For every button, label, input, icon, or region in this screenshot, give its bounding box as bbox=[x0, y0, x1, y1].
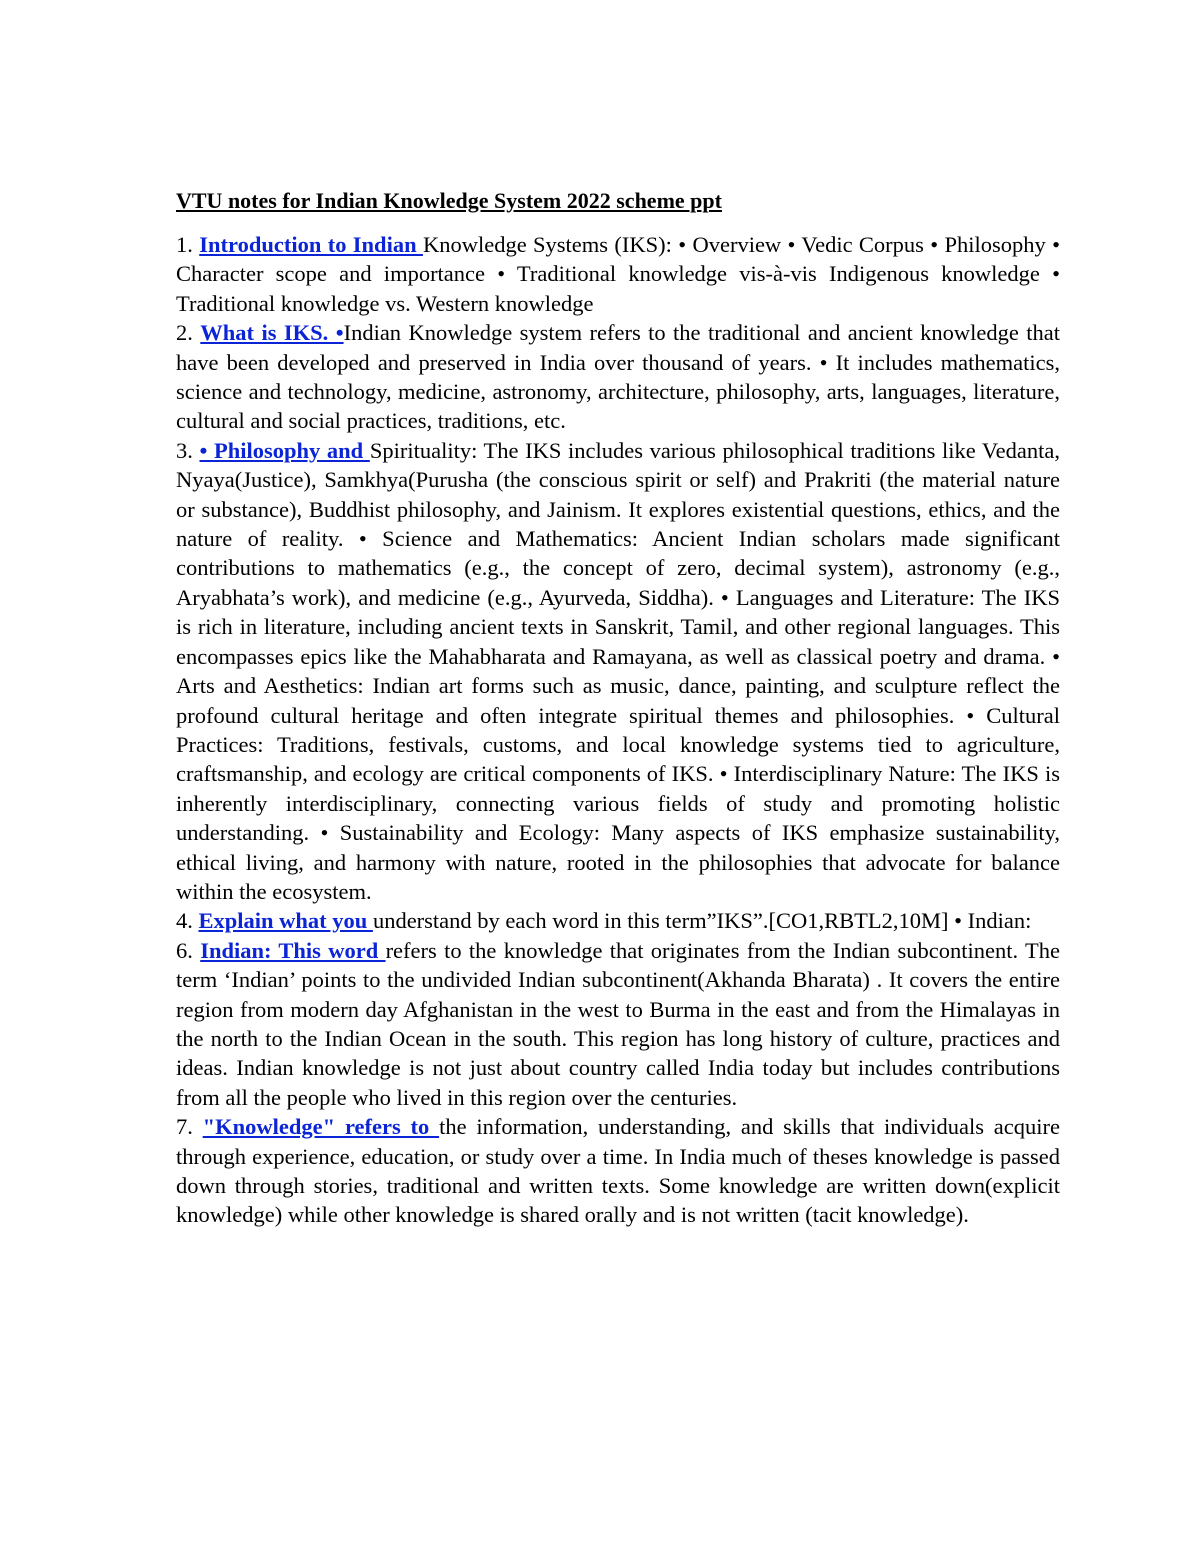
document-title: VTU notes for Indian Knowledge System 2022 scheme ppt bbox=[176, 188, 722, 213]
item-number: 2. bbox=[176, 320, 193, 346]
document-page bbox=[176, 186, 1060, 1230]
item-text: Knowledge Systems (IKS): • Overview • Vedic Corpus • Philosophy • Character scope and importance • Traditional knowledge vis-à-vis Indigenous knowledge • Traditional knowledge vs. Western knowledge bbox=[176, 232, 1061, 316]
link-indian-word[interactable]: Indian: This word bbox=[200, 937, 386, 963]
link-explain[interactable]: Explain what you bbox=[198, 908, 373, 934]
item-number: 1. bbox=[176, 232, 193, 257]
item-text: Spirituality: The IKS includes various philosophical traditions like Vedanta, Nyaya(Justice), Samkhya(Purusha (the conscious spirit or self) and Prakriti (the material nature or substance), Buddhist philosophy, and Jainism. It explores existential questions, ethics, and the nature of reality. • Science and Mathematics: Ancient Indian scholars made significant contributions to mathematics (e.g., the concept of zero, decimal system), astronomy (e.g., Aryabhata’s work), and medicine (e.g., Ayurveda, Siddha). • Languages and Literature: The IKS is rich in literature, including ancient texts in Sanskrit, Tamil, and other regional languages. This encompasses epics like the Mahabharata and Ramayana, as well as classical poetry and drama. • Arts and Aesthetics: Indian art forms such as music, dance, painting, and sculpture reflect the profound cultural heritage and often integrate spiritual themes and philosophies. • Cultural Practices: Traditions, festivals, customs, and local knowledge systems tied to agriculture, craftsmanship, and ecology are critical components of IKS. • Interdisciplinary Nature: The IKS is inherently interdisciplinary, connecting various fields of study and promoting holistic understanding. • Sustainability and Ecology: Many aspects of IKS emphasize sustainability, ethical living, and harmony with nature, rooted in the philosophies that advocate for balance within the ecosystem. bbox=[176, 437, 1061, 904]
list-item bbox=[176, 436, 1060, 907]
list-item bbox=[176, 1112, 1060, 1230]
item-number: 6. bbox=[176, 937, 193, 963]
link-philosophy[interactable]: • Philosophy and bbox=[199, 437, 370, 463]
item-number: 4. bbox=[176, 908, 193, 934]
item-text: the information, understanding, and skills that individuals acquire through experience, education, or study over a time. In India much of theses knowledge is passed down through stories, traditional and written texts. Some knowledge are written down(explicit knowledge) while other knowledge is shared orally and is not written (tacit knowledge). bbox=[176, 1114, 1061, 1228]
item-number: 7. bbox=[176, 1114, 193, 1140]
item-text: Indian Knowledge system refers to the traditional and ancient knowledge that have been developed and preserved in India over thousand of years. • It includes mathematics, science and technology, medicine, astronomy, architecture, philosophy, arts, languages, literature, cultural and social practices, traditions, etc. bbox=[176, 320, 1060, 434]
link-introduction[interactable]: Introduction to Indian bbox=[199, 232, 423, 257]
item-text: refers to the knowledge that originates from the Indian subcontinent. The term ‘Indian’ points to the undivided Indian subcontinent(Akhanda Bharata) . It covers the entire region from modern day Afghanistan in the west to Burma in the east and from the Himalayas in the north to the Indian Ocean in the south. This region has long history of culture, practices and ideas. Indian knowledge is not just about country called India today but includes contributions from all the people who lived in this region over the centuries. bbox=[176, 937, 1060, 1110]
list-item bbox=[176, 906, 1060, 935]
list-item bbox=[176, 230, 1060, 318]
list-item bbox=[176, 318, 1060, 436]
item-number: 3. bbox=[176, 437, 193, 463]
item-text: understand by each word in this term”IKS”.[CO1,RBTL2,10M] • Indian: bbox=[372, 908, 1032, 934]
link-what-is-iks[interactable]: What is IKS. • bbox=[200, 320, 344, 346]
link-knowledge[interactable]: "Knowledge" refers to bbox=[202, 1114, 440, 1140]
list-item bbox=[176, 936, 1060, 1112]
